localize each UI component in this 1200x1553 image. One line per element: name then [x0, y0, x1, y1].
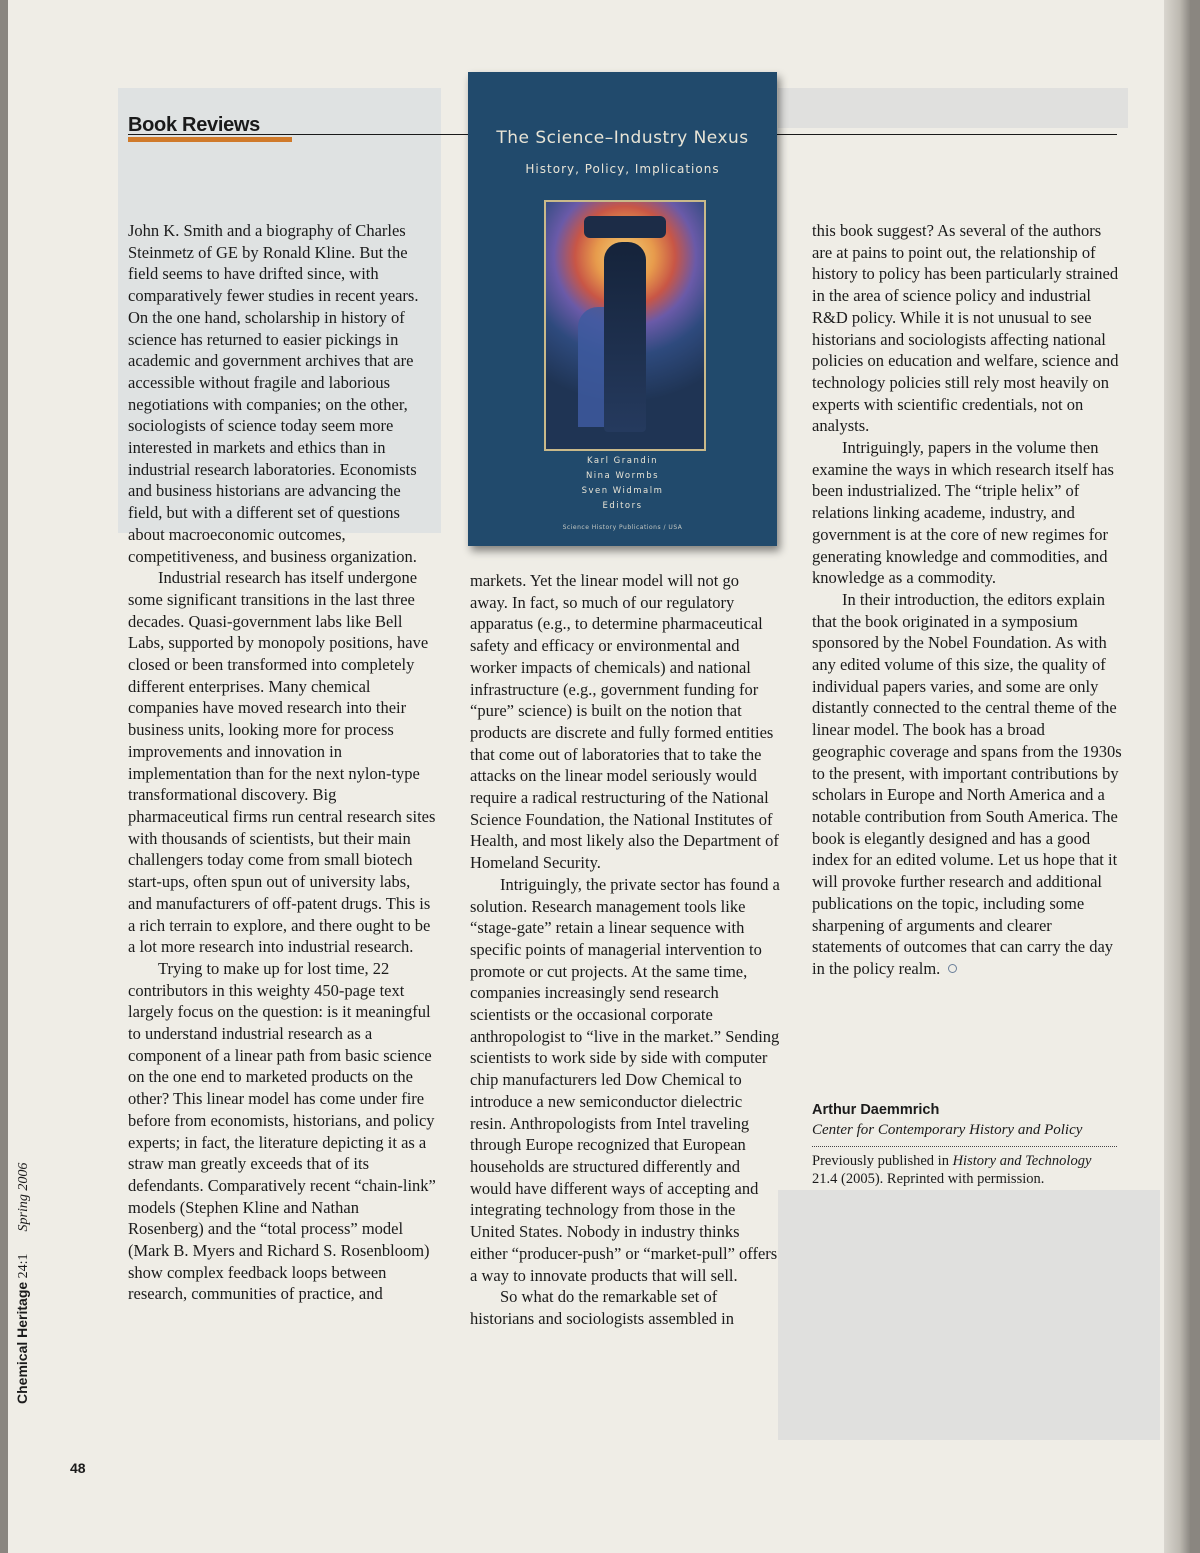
paragraph: this book suggest? As several of the authors are at pains to point out, the relationship of history to policy has been particularly strained in the area of science policy and industrial R&D policy. While it is not unusual to see historians and sociologists affecting national policies on education and welfare, science and technology policies still rely most heavily on experts with scientific credentials, not on analysts. — [812, 221, 1119, 436]
reprint-note — [812, 1152, 1112, 1188]
book-cover-editors — [468, 454, 777, 514]
paragraph: Industrial research has itself undergone some significant transitions in the last three decades. Quasi-government labs like Bell Labs, supported by monopoly positions, have closed or been transformed into completely different enterprises. Many chemical companies have moved research into their business units, looking more for process improvements and innovation in implementation than for the next nylon-type transformational discovery. Big pharmaceutical firms run central research sites with thousands of scientists, but their main challengers today come from small biotech start-ups, often spun out of university labs, and manufacturers of off-patent drugs. This is a rich terrain to explore, and there ought to be a lot more research into industrial research. — [128, 568, 436, 957]
paragraph: John K. Smith and a biography of Charles Steinmetz of GE by Ronald Kline. But the field seems to have drifted since, with comparatively fewer studies in recent years. On the one hand, scholarship in history of science has returned to easier pickings in academic and government archives that are accessible without fragile and laborious negotiations with companies; on the other, sociologists of science today seem more interested in markets and ethics than in industrial research laboratories. Economists and business historians are advancing the field, but with a different set of questions about macroeconomic outcomes, competitiveness, and business organization. — [128, 221, 419, 566]
paragraph: Intriguingly, the private sector has found a solution. Research management tools like “stage-gate” retain a linear sequence with specific points of managerial intervention to promote or cut projects. At the same time, companies increasingly send research scientists or the occasional corporate anthropologist to “live in the market.” Sending scientists to work side by side with computer chip manufacturers led Dow Chemical to introduce a new semiconductor dielectric resin. Anthropologists from Intel traveling through Europe recognized that European households are structured differently and would have different ways of accepting and integrating technology from those in the United States. Nobody in industry thinks either “producer-push” or “market-pull” offers a way to innovate products that will sell. — [470, 874, 780, 1285]
book-cover — [468, 72, 777, 546]
book-cover-title: The Science–Industry Nexus — [496, 128, 749, 148]
editors-label: Editors — [602, 501, 643, 511]
paragraph: Trying to make up for lost time, 22 contributors in this weighty 450-page text largely focus on the question: is it meaningful to understand industrial research as a component of a linear path from basic science on the one end to marketed products on the other? This linear model has come under fire before from economists, historians, and policy experts; in fact, the literature depicting it as a straw man greatly exceeds that of its defendants. Comparatively recent “chain-link” models (Stephen Kline and Nathan Rosenberg) and the “total process” model (Mark B. Myers and Richard S. Rosenbloom) show complex feedback loops between research, communities of practice, and — [128, 958, 436, 1304]
review-affiliation: Center for Contemporary History and Policy — [812, 1122, 1083, 1138]
page-number: 48 — [70, 1460, 86, 1476]
show-through-bottom — [778, 1190, 1160, 1440]
page-gutter — [1164, 0, 1190, 1553]
paragraph: So what do the remarkable set of historians and sociologists assembled in — [470, 1287, 734, 1328]
book-cover-publisher: Science History Publications / USA — [562, 524, 683, 531]
editor-name: Nina Wormbs — [585, 471, 660, 481]
header-rule-right — [777, 134, 1117, 135]
book-cover-illustration — [544, 200, 706, 451]
editor-name: Karl Grandin — [586, 456, 658, 466]
illustration-figure-center — [604, 242, 646, 432]
book-cover-subtitle: History, Policy, Implications — [525, 162, 720, 176]
column-1 — [128, 220, 438, 1305]
editor-name: Sven Widmalm — [581, 486, 664, 496]
paragraph: markets. Yet the linear model will not go away. In fact, so much of our regulatory apparatus (e.g., to determine pharmaceutical safety and efficacy or environmental and worker impacts of chemicals) and national infrastructure (e.g., government funding for “pure” science) is built on the notion that products are discrete and fully formed entities that come out of laboratories that to take the attacks on the linear model seriously would require a radical restructuring of the National Science Foundation, the National Institutes of Health, and most likely also the Department of Homeland Security. — [470, 571, 779, 873]
show-through-right — [778, 88, 1128, 128]
magazine-season: Spring 2006 — [16, 1162, 31, 1232]
end-mark-icon — [948, 964, 957, 973]
magazine-name: Chemical Heritage — [14, 1281, 30, 1404]
section-accent-bar — [128, 137, 292, 142]
note-divider — [812, 1146, 1117, 1147]
review-author: Arthur Daemmrich — [812, 1102, 940, 1118]
column-2 — [470, 570, 780, 1330]
section-title: Book Reviews — [128, 114, 261, 136]
paragraph: Intriguingly, papers in the volume then examine the ways in which research itself has been industrialized. The “triple helix” of relations linking academe, industry, and government is at the core of new regimes for generating knowledge and commodities, and knowledge as a commodity. — [812, 438, 1114, 588]
reprint-note-tail: 21.4 (2005). Reprinted with permission. — [812, 1171, 1045, 1187]
reprint-journal: History and Technology — [952, 1153, 1092, 1169]
column-3 — [812, 220, 1122, 980]
paragraph — [812, 589, 1122, 980]
running-footer — [14, 1163, 32, 1404]
reprint-note-lead: Previously published in — [812, 1153, 949, 1169]
paragraph-text: In their introduction, the editors explain that the book originated in a symposium sponsored by the Nobel Foundation. As with any edited volume of this size, the quality of individual papers varies, and some are only distantly connected to the central theme of the linear model. The book has a broad geographic coverage and spans from the 1930s to the present, with important contributions by scholars in Europe and North America and a notable contribution from South America. The book is elegantly designed and has a good index for an edited volume. Let us hope that it will provoke further research and additional publications on the topic, including some sharpening of arguments and clearer statements of outcomes that can carry the day in the policy realm. — [812, 589, 1122, 978]
magazine-issue: 24:1 — [16, 1253, 31, 1279]
illustration-top — [584, 216, 666, 238]
